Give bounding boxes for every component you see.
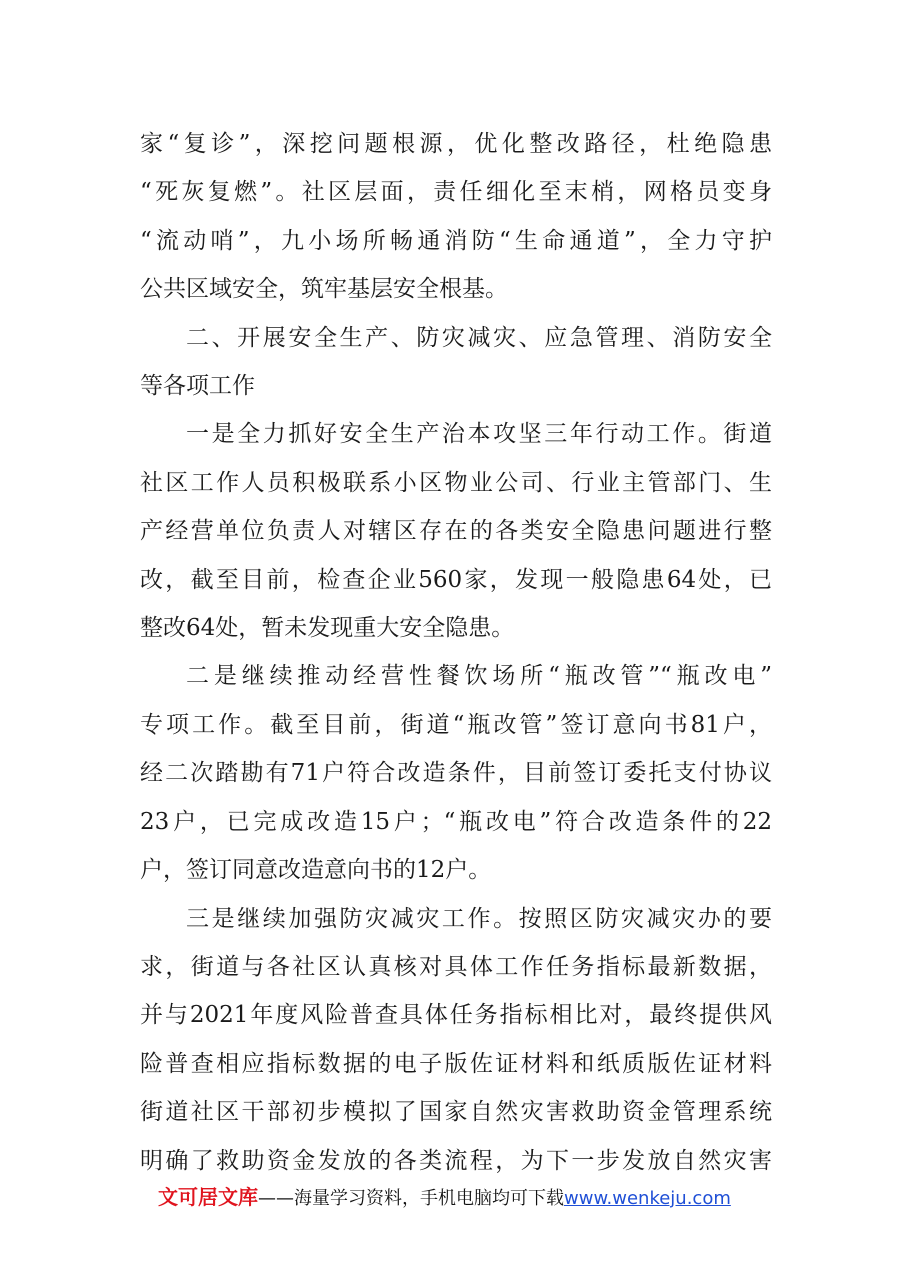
text-line: “死灰复燃”。社区层面，责任细化至末梢，网格员变身	[140, 179, 772, 206]
text-line: “流动哨”，九小场所畅通消防“生命通道”，全力守护	[140, 227, 772, 254]
footer-link[interactable]: www.wenkeju.com	[564, 1188, 731, 1209]
text-line: 三是继续加强防灾减灾工作。按照区防灾减灾办的要	[186, 905, 772, 932]
paragraph-gas-conversion	[140, 652, 772, 894]
text-line: 街道社区干部初步模拟了国家自然灾害救助资金管理系统	[140, 1099, 772, 1126]
text-line: 明确了救助资金发放的各类流程，为下一步发放自然灾害	[140, 1147, 772, 1174]
paragraph-1	[140, 120, 772, 314]
text-line: 家“复诊”，深挖问题根源，优化整改路径，杜绝隐患	[140, 131, 772, 157]
text-line: 户，签订同意改造意向书的12户。	[140, 857, 492, 884]
text-line: 专项工作。截至目前，街道“瓶改管”签订意向书81户，	[140, 711, 772, 738]
paragraph-safety-production	[140, 410, 772, 652]
text-line: 求，街道与各社区认真核对具体工作任务指标最新数据，	[140, 953, 772, 980]
footer-tagline: ——海量学习资料，手机电脑均可下载	[258, 1188, 564, 1209]
text-line: 并与2021年度风险普查具体任务指标相比对，最终提供风	[140, 1002, 772, 1029]
text-line: 二是继续推动经营性餐饮场所“瓶改管”“瓶改电”	[186, 663, 772, 690]
paragraph-disaster-prevention	[140, 895, 772, 1185]
text-line: 公共区域安全，筑牢基层安全根基。	[140, 276, 508, 303]
text-line: 改，截至目前，检查企业560家，发现一般隐患64处，已	[140, 566, 772, 593]
text-line: 险普查相应指标数据的电子版佐证材料和纸质版佐证材料	[140, 1050, 772, 1077]
document-body	[140, 120, 772, 1185]
text-line: 23户，已完成改造15户；“瓶改电”符合改造条件的22	[140, 808, 772, 835]
text-line: 二、开展安全生产、防灾减灾、应急管理、消防安全	[186, 324, 772, 351]
text-line: 整改64处，暂未发现重大安全隐患。	[140, 615, 515, 642]
text-line: 产经营单位负责人对辖区存在的各类安全隐患问题进行整	[140, 518, 772, 545]
text-line: 一是全力抓好安全生产治本攻坚三年行动工作。街道	[186, 421, 772, 448]
section-heading	[140, 314, 772, 411]
text-line: 等各项工作	[140, 373, 255, 400]
footer-watermark	[158, 1181, 731, 1210]
text-line: 社区工作人员积极联系小区物业公司、行业主管部门、生	[140, 469, 772, 496]
brand-name: 文可居文库	[158, 1185, 258, 1209]
text-line: 经二次踏勘有71户符合改造条件，目前签订委托支付协议	[140, 760, 772, 787]
